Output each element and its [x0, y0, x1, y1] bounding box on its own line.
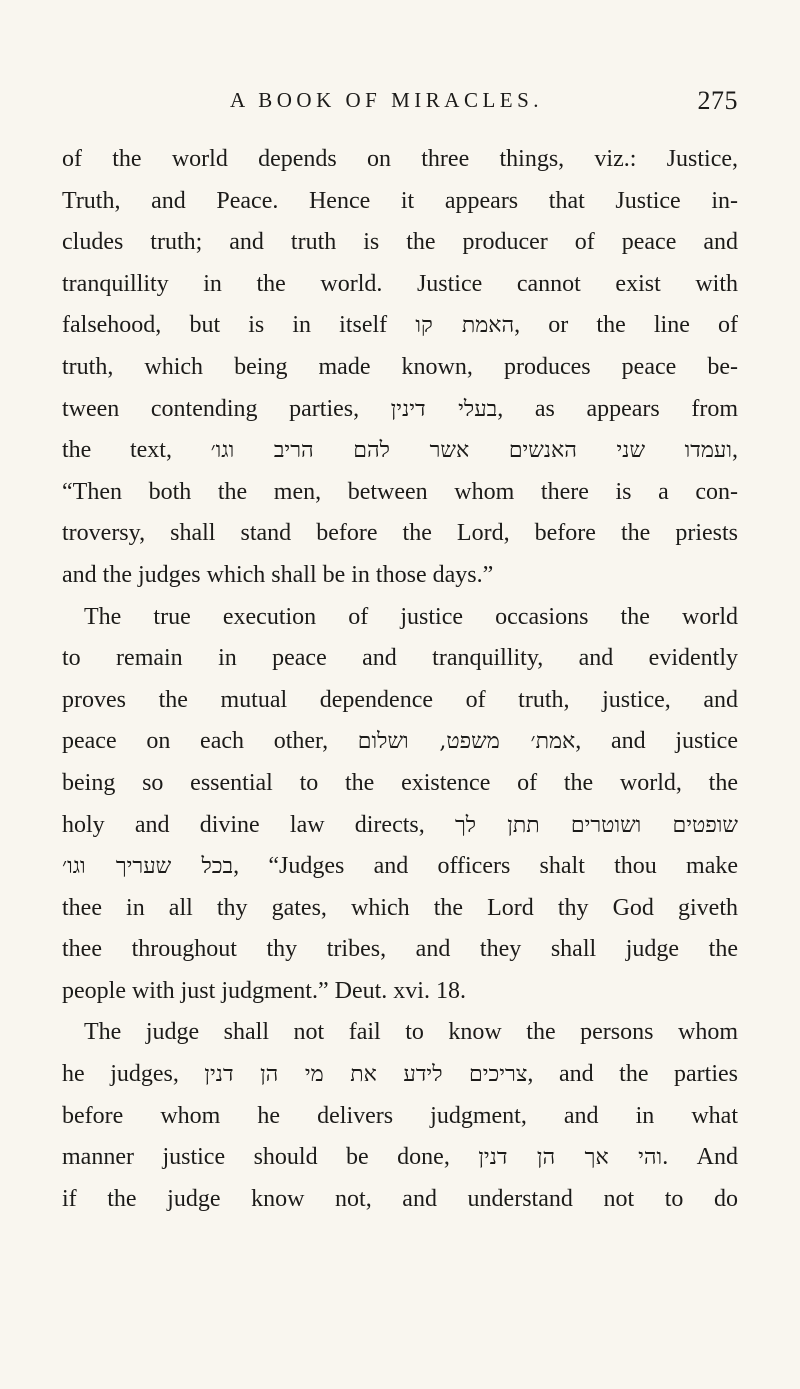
hebrew-text: בעלי דינין: [390, 396, 498, 422]
text-line: [62, 971, 738, 1013]
hebrew-text: ועמדו שני האנשים אשר להם הריב וגו׳: [210, 438, 732, 464]
text-segment: The judge shall not fail to know the persons whom: [84, 1019, 738, 1046]
text-line: [62, 1137, 738, 1179]
text-segment: thee in all thy gates, which the Lord thy God giveth: [62, 894, 738, 921]
text-segment: people with just judgment.” Deut. xvi. 18.: [62, 977, 466, 1004]
running-title: A BOOK OF MIRACLES.: [230, 88, 544, 112]
hebrew-text: האמת קו: [415, 313, 515, 339]
text-segment: the text,: [62, 437, 211, 464]
text-line: [62, 680, 738, 722]
text-line: [62, 513, 738, 555]
text-line: [62, 264, 738, 306]
text-segment: truth, which being made known, produces peace be-: [62, 353, 738, 380]
text-line: [62, 347, 738, 389]
text-segment: to remain in peace and tranquillity, and evidently: [62, 645, 738, 672]
text-segment: . And: [662, 1144, 738, 1171]
hebrew-text: בכל שעריך וגו׳: [62, 854, 234, 880]
text-line: [62, 472, 738, 514]
text-line: [62, 597, 738, 639]
hebrew-text: אמת׳ משפט, ושלום: [357, 729, 576, 755]
text-line: [62, 1054, 738, 1096]
text-segment: tween contending parties,: [62, 395, 391, 422]
text-line: [62, 1096, 738, 1138]
text-segment: holy and divine law directs,: [62, 811, 455, 838]
text-segment: if the judge know not, and understand not to do: [62, 1185, 738, 1212]
text-line: [62, 805, 738, 847]
text-line: [62, 181, 738, 223]
text-segment: , or the line of: [514, 312, 738, 339]
text-line: [62, 389, 738, 431]
text-segment: , and justice: [575, 728, 738, 755]
text-segment: tranquillity in the world. Justice cannot exist with: [62, 270, 738, 297]
page-number: 275: [697, 86, 738, 115]
hebrew-text: והי אך הן דנין: [478, 1145, 663, 1171]
text-line: [62, 222, 738, 264]
text-segment: The true execution of justice occasions the world: [84, 603, 738, 630]
text-line: [62, 846, 738, 888]
text-segment: cludes truth; and truth is the producer of peace and: [62, 229, 738, 256]
text-segment: “Then both the men, between whom there is a con-: [62, 478, 738, 505]
text-line: [62, 721, 738, 763]
text-line: [62, 139, 738, 181]
text-line: [62, 430, 738, 472]
text-segment: of the world depends on three things, viz.: Justice,: [62, 146, 738, 172]
hebrew-text: צריכים לידע את מי הן דנין: [204, 1062, 528, 1088]
text-segment: he judges,: [62, 1061, 205, 1088]
text-segment: and the judges which shall be in those days.”: [62, 561, 494, 588]
text-line: [62, 888, 738, 930]
text-segment: proves the mutual dependence of truth, justice, and: [62, 686, 738, 713]
text-segment: thee throughout thy tribes, and they shall judge the: [62, 936, 738, 963]
text-line: [62, 763, 738, 805]
text-line: [62, 1179, 738, 1221]
text-line: [62, 929, 738, 971]
text-segment: ,: [732, 437, 738, 464]
text-line: [62, 638, 738, 680]
text-segment: Truth, and Peace. Hence it appears that Justice in-: [62, 187, 738, 214]
text-segment: falsehood, but is in itself: [62, 312, 416, 339]
text-line: [62, 305, 738, 347]
text-segment: being so essential to the existence of the world, the: [62, 769, 738, 796]
text-segment: peace on each other,: [62, 728, 358, 755]
text-segment: , “Judges and officers shalt thou make: [233, 853, 738, 880]
hebrew-text: שופטים ושוטרים תתן לך: [454, 812, 738, 838]
text-line: [62, 555, 738, 597]
body-text: [62, 139, 738, 1220]
text-line: [62, 1012, 738, 1054]
text-segment: , as appears from: [497, 395, 738, 422]
text-segment: troversy, shall stand before the Lord, before the priests: [62, 520, 738, 547]
text-segment: before whom he delivers judgment, and in what: [62, 1102, 738, 1129]
text-segment: , and the parties: [527, 1061, 738, 1088]
text-segment: manner justice should be done,: [62, 1144, 479, 1171]
running-head: [62, 88, 738, 122]
